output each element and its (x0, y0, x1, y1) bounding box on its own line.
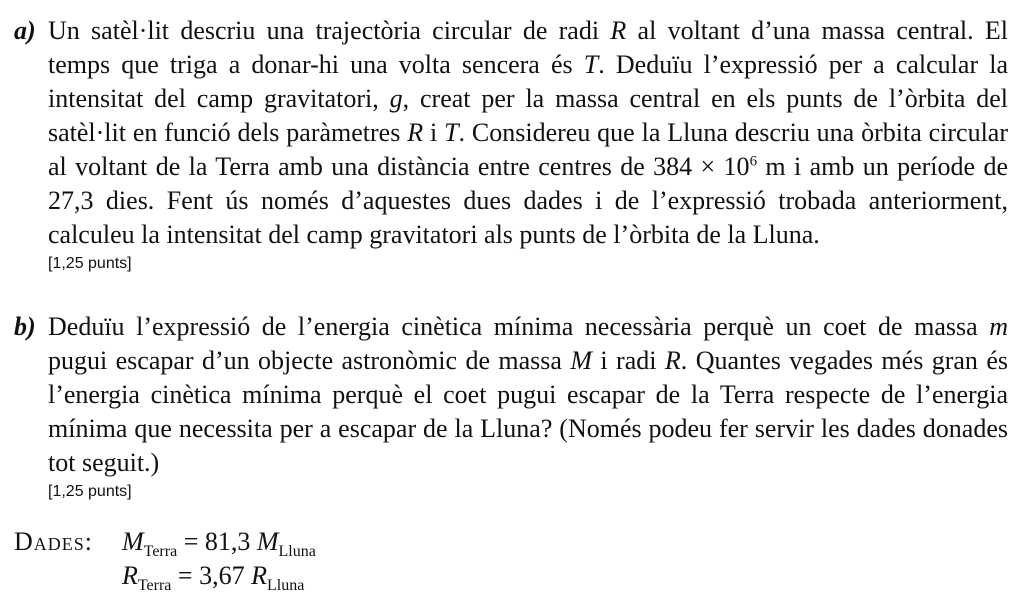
question-b-letter: b) (14, 312, 36, 341)
question-a-text: Un satèl·lit descriu una trajectòria circular de radi R al voltant d’una massa central. El temps que triga a donar-hi una volta sencera és T. Deduïu l’expressió per a calcular la intensitat del camp gravitatori, g, creat per la massa central en els punts de l’òrbita del satèl·lit en funció dels paràmetres R i T. Considereu que la Lluna descriu una òrbita circular al voltant de la Terra amb una distància entre centres de $384 \times 10^6$ m i amb un període de 27,3 dies. Fent ús només d’aquestes dues dades i de l’expressió trobada anteriorment, calculeu la intensitat del camp gravitatori als punts de l’òrbita de la Lluna. (48, 16, 1009, 249)
mass-ratio: $M_{Terra} = 81,3$ $M_{Lluna}$ (122, 527, 316, 560)
radius-ratio: $R_{Terra} = 3,67$ $R_{Lluna}$ (122, 561, 305, 594)
question-a-letter: a) (14, 16, 36, 45)
question-b-points: [1,25 punts] (48, 483, 132, 500)
orbit-distance: $384 \times 10^6$ m (653, 152, 786, 181)
question-a (14, 14, 1008, 274)
question-b-text: Deduïu l’expressió de l’energia cinètica mínima necessària perquè un coet de massa m pugui escapar d’un objecte astronòmic de massa M i radi R. Quantes vegades més gran és l’energia cinètica mínima perquè el coet pugui escapar de la Terra respecte de l’energia mínima que necessita per a escapar de la Lluna? (Només podeu fer servir les dades donades tot seguit.) (48, 312, 1008, 477)
question-a-points: [1,25 punts] (48, 255, 132, 272)
data-label: Dades: (14, 527, 94, 556)
question-b (14, 310, 1008, 502)
